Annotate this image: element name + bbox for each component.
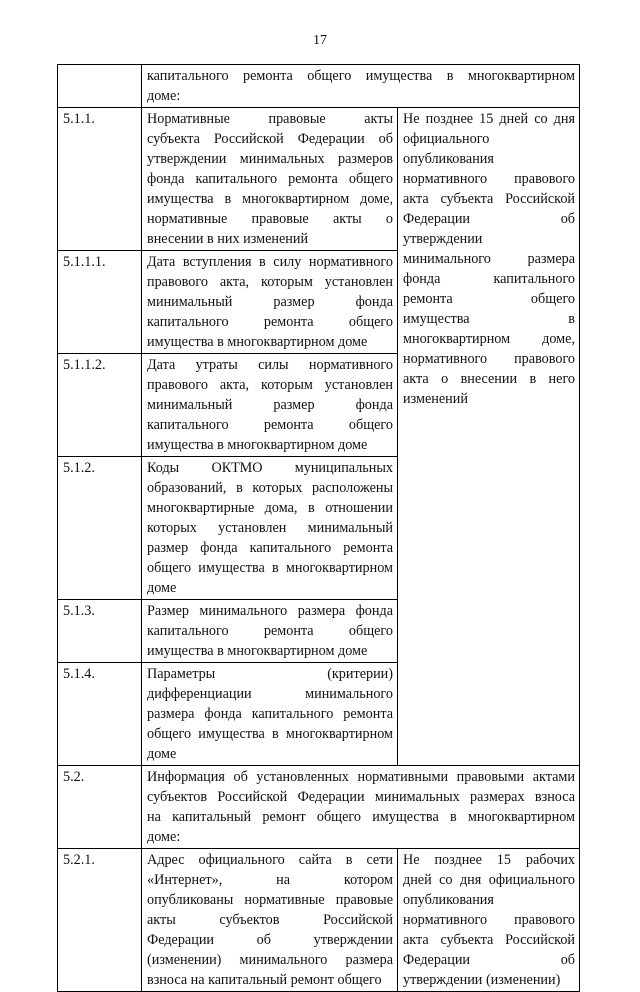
text-line: утверждении (изменении) <box>403 972 561 988</box>
row-description <box>142 766 580 849</box>
deadline-cell <box>398 849 580 992</box>
text-line: размер фонда капитального ремонта <box>147 540 393 556</box>
text-line: правового акта, которым установлен <box>147 377 393 393</box>
row-description <box>142 663 398 766</box>
text-line: имущества в многоквартирном доме <box>147 643 368 659</box>
text-line: акта о внесении в него <box>403 371 576 387</box>
row-description <box>142 849 398 992</box>
row-number: 5.1.1.2. <box>58 354 142 457</box>
text-line: фонда капитального <box>403 271 576 287</box>
text-line: акта субъекта Российской <box>403 932 576 948</box>
text-line: «Интернет», на котором <box>147 872 393 888</box>
table-row <box>58 108 580 251</box>
text-line: правового акта, которым установлен <box>147 274 393 290</box>
text-line: утверждении <box>403 231 483 247</box>
text-line: Дата вступления в силу нормативного <box>147 254 393 270</box>
row-description <box>142 457 398 600</box>
text-line: Не позднее 15 дней со дня <box>403 111 576 127</box>
row-number: 5.2. <box>58 766 142 849</box>
deadline-cell <box>398 108 580 766</box>
text-line: Федерации об <box>403 952 576 968</box>
text-line: общего имущества в многоквартирном <box>147 726 393 742</box>
text-line: нормативного правового <box>403 912 576 928</box>
text-line: Коды ОКТМО муниципальных <box>147 460 393 476</box>
text-line: на капитальный ремонт общего имущества в многоквартирном <box>147 809 576 825</box>
text-line: имущества в многоквартирном доме <box>147 437 368 453</box>
row-description <box>142 251 398 354</box>
text-line: Адрес официального сайта в сети <box>147 852 393 868</box>
text-line: утверждении минимальных размеров <box>147 151 393 167</box>
text-line: доме <box>147 746 177 762</box>
text-line: доме: <box>147 88 181 104</box>
text-line: опубликованы нормативные правовые <box>147 892 393 908</box>
text-line: субъектов Российской Федерации минимальных размерах взноса <box>147 789 576 805</box>
text-line: дней со дня официального <box>403 872 576 888</box>
text-line: ремонта общего <box>403 291 576 307</box>
row-number: 5.2.1. <box>58 849 142 992</box>
row-number: 5.1.1. <box>58 108 142 251</box>
text-line: Федерации об утверждении <box>147 932 393 948</box>
text-line: минимального размера <box>403 251 576 267</box>
text-line: имущества в многоквартирном доме, <box>147 191 393 207</box>
text-line: Размер минимального размера фонда <box>147 603 393 619</box>
text-line: Не позднее 15 рабочих <box>403 852 576 868</box>
text-line: размера фонда капитального ремонта <box>147 706 393 722</box>
text-line: внесении в них изменений <box>147 231 309 247</box>
text-line: Параметры (критерии) <box>147 666 393 682</box>
text-line: капитального ремонта общего имущества в многоквартирном <box>147 68 576 84</box>
text-line: капитального ремонта общего <box>147 417 393 433</box>
text-line: (изменении) минимального размера <box>147 952 393 968</box>
text-line: которых установлен минимальный <box>147 520 393 536</box>
text-line: многоквартирные дома, в отношении <box>147 500 393 516</box>
table-row <box>58 849 580 992</box>
text-line: доме: <box>147 829 181 845</box>
text-line: изменений <box>403 391 468 407</box>
text-line: Федерации об <box>403 211 576 227</box>
row-number: 5.1.3. <box>58 600 142 663</box>
text-line: взноса на капитальный ремонт общего <box>147 972 382 988</box>
text-line: нормативного правового <box>403 171 576 187</box>
text-line: минимальный размер фонда <box>147 294 393 310</box>
row-number: 5.1.1.1. <box>58 251 142 354</box>
row-number: 5.1.4. <box>58 663 142 766</box>
text-line: Информация об установленных нормативными правовыми актами <box>147 769 576 785</box>
text-line: опубликования <box>403 892 494 908</box>
text-line: капитального ремонта общего <box>147 314 393 330</box>
table-row <box>58 65 580 108</box>
text-line: акты субъектов Российской <box>147 912 393 928</box>
row-number <box>58 65 142 108</box>
text-line: образований, в которых расположены <box>147 480 393 496</box>
text-line: фонда капитального ремонта общего <box>147 171 393 187</box>
text-line: доме <box>147 580 177 596</box>
row-description <box>142 108 398 251</box>
text-line: многоквартирном доме, <box>403 331 576 347</box>
data-table <box>57 64 580 992</box>
row-number: 5.1.2. <box>58 457 142 600</box>
text-line: акта субъекта Российской <box>403 191 576 207</box>
text-line: Дата утраты силы нормативного <box>147 357 393 373</box>
text-line: нормативные правовые акты о <box>147 211 393 227</box>
text-line: минимальный размер фонда <box>147 397 393 413</box>
text-line: опубликования <box>403 151 494 167</box>
text-line: имущества в <box>403 311 576 327</box>
page-number: 17 <box>313 33 327 48</box>
text-line: официального <box>403 131 490 147</box>
table-body <box>58 65 580 992</box>
text-line: Нормативные правовые акты <box>147 111 393 127</box>
row-description <box>142 354 398 457</box>
row-description <box>142 65 580 108</box>
table-row <box>58 766 580 849</box>
text-line: субъекта Российской Федерации об <box>147 131 393 147</box>
text-line: нормативного правового <box>403 351 576 367</box>
row-description <box>142 600 398 663</box>
text-line: общего имущества в многоквартирном <box>147 560 393 576</box>
text-line: дифференциации минимального <box>147 686 393 702</box>
text-line: капитального ремонта общего <box>147 623 393 639</box>
text-line: имущества в многоквартирном доме <box>147 334 368 350</box>
